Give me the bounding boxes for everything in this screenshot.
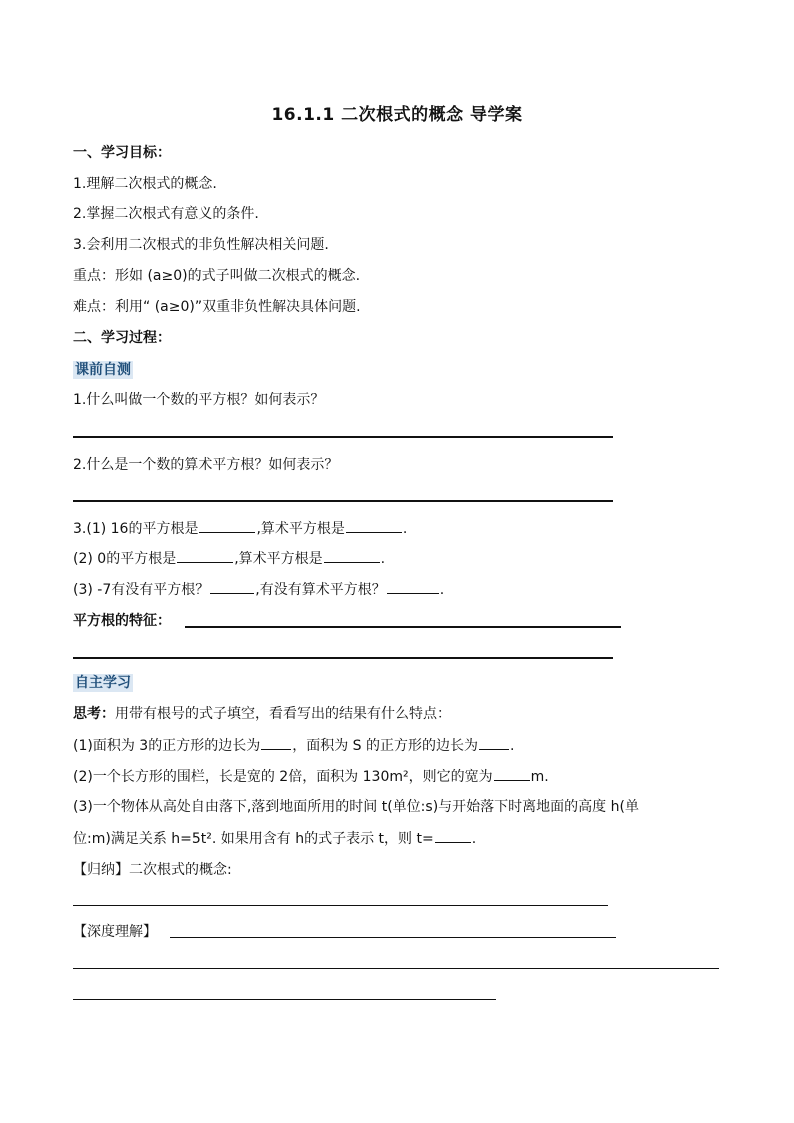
think-text: 用带有根号的式子填空，看看写出的结果有什么特点： xyxy=(115,706,451,722)
fill-blank[interactable] xyxy=(479,735,509,750)
question-text: . xyxy=(471,831,477,847)
selfstudy-tag: 自主学习 xyxy=(75,675,131,691)
selfstudy-tag-row xyxy=(73,673,133,693)
question-text: m. xyxy=(530,769,549,785)
fill-blank[interactable] xyxy=(261,735,291,750)
section-heading-process: 二、学习过程： xyxy=(73,330,171,346)
summary-label: 【归纳】二次根式的概念: xyxy=(73,862,232,878)
question-text: (1)面积为 3的正方形的边长为 xyxy=(73,738,261,754)
selfstudy-problem-1 xyxy=(73,735,514,756)
fill-blank[interactable] xyxy=(210,579,254,594)
difficult-point: 难点：利用“ (a≥0)”双重非负性解决具体问题. xyxy=(73,299,361,315)
pretest-question-3b xyxy=(73,548,385,569)
pretest-question-2: 2.什么是一个数的算术平方根？如何表示？ xyxy=(73,457,339,473)
fill-blank[interactable] xyxy=(494,766,530,781)
question-text: (2)一个长方形的围栏，长是宽的 2倍，面积为 130m²，则它的宽为 xyxy=(73,769,493,785)
fill-blank[interactable] xyxy=(324,548,380,563)
goal-item: 2.掌握二次根式有意义的条件. xyxy=(73,206,259,222)
fill-blank[interactable] xyxy=(346,518,402,533)
think-label: 思考： xyxy=(73,706,115,722)
pretest-question-1: 1.什么叫做一个数的平方根？如何表示？ xyxy=(73,392,325,408)
selfstudy-problem-3-line1: (3)一个物体从高处自由落下,落到地面所用的时间 t(单位:s)与开始落下时离地面的高度 h(单 xyxy=(73,799,639,815)
question-text: . xyxy=(380,551,386,567)
section-heading-goals: 一、学习目标： xyxy=(73,145,171,161)
question-text: ,算术平方根是 xyxy=(234,551,323,567)
answer-line[interactable] xyxy=(73,999,496,1000)
page-title: 16.1.1 二次根式的概念 导学案 xyxy=(271,105,523,125)
fill-blank[interactable] xyxy=(177,548,233,563)
answer-line[interactable] xyxy=(73,968,719,969)
answer-line[interactable] xyxy=(73,436,613,438)
question-text: ,算术平方根是 xyxy=(256,521,345,537)
question-text: (3) -7有没有平方根？ xyxy=(73,582,210,598)
pretest-tag: 课前自测 xyxy=(75,362,131,378)
answer-line[interactable] xyxy=(170,937,616,938)
answer-line[interactable] xyxy=(73,905,608,906)
selfstudy-problem-2 xyxy=(73,766,549,787)
fill-blank[interactable] xyxy=(435,828,471,843)
answer-line[interactable] xyxy=(73,657,613,659)
question-text: ,有没有算术平方根？ xyxy=(255,582,386,598)
question-text: . xyxy=(402,521,408,537)
question-text: (2) 0的平方根是 xyxy=(73,551,177,567)
think-prompt xyxy=(73,704,451,724)
deep-understanding-label: 【深度理解】 xyxy=(73,924,157,940)
answer-line[interactable] xyxy=(185,626,621,628)
pretest-question-3a xyxy=(73,518,407,539)
answer-line[interactable] xyxy=(73,500,613,502)
key-point: 重点：形如 (a≥0)的式子叫做二次根式的概念. xyxy=(73,268,361,284)
question-text: . xyxy=(439,582,445,598)
goal-item: 3.会利用二次根式的非负性解决相关问题. xyxy=(73,237,329,253)
question-text: . xyxy=(510,738,515,754)
question-text: ，面积为 S 的正方形的边长为 xyxy=(292,738,478,754)
pretest-question-3c xyxy=(73,579,444,600)
goal-item: 1.理解二次根式的概念. xyxy=(73,176,217,192)
question-text: 位:m)满足关系 h=5t². 如果用含有 h的式子表示 t，则 t= xyxy=(73,831,434,847)
pretest-tag-row xyxy=(73,360,133,380)
feature-label: 平方根的特征： xyxy=(73,613,171,629)
selfstudy-problem-3-line2 xyxy=(73,828,476,849)
question-text: 3.(1) 16的平方根是 xyxy=(73,521,199,537)
fill-blank[interactable] xyxy=(199,518,255,533)
fill-blank[interactable] xyxy=(387,579,439,594)
